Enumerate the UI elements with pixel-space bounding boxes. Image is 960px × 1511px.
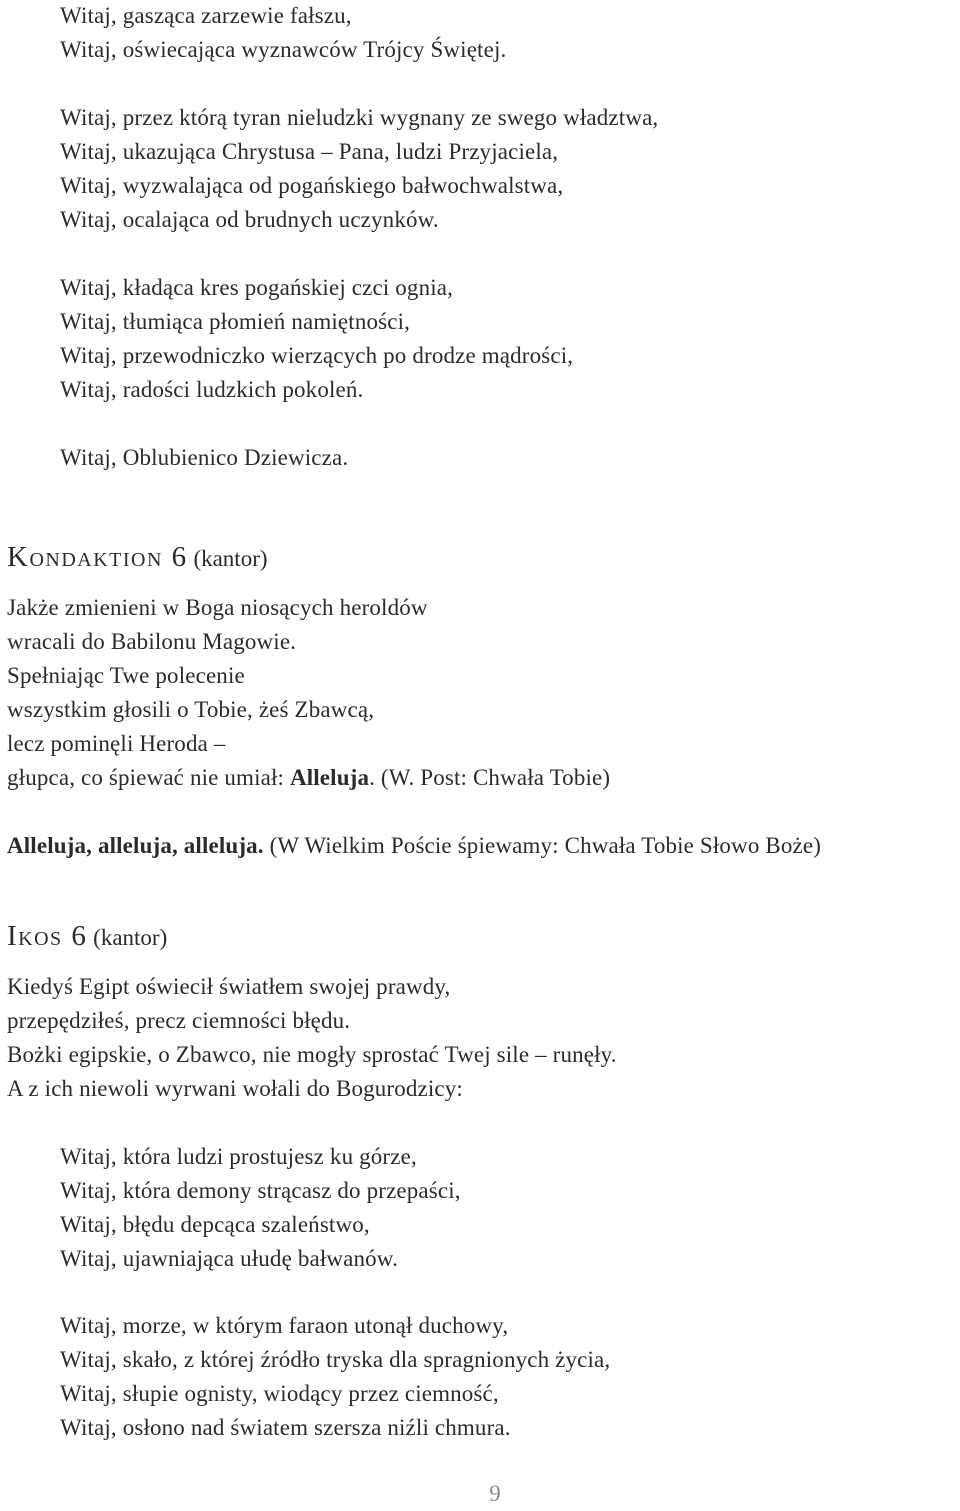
ikos-note: (kantor): [93, 925, 168, 950]
verse-line: Witaj, oświecająca wyznawców Trójcy Świętej.: [60, 37, 507, 62]
verse-line: Witaj, słupie ognisty, wiodący przez ciemność,: [60, 1381, 499, 1406]
verse-line: Witaj, tłumiąca płomień namiętności,: [60, 309, 411, 334]
ikos-line: Bożki egipskie, o Zbawco, nie mogły sprostać Twej sile – runęły.: [7, 1042, 617, 1067]
ikos-heading: [7, 919, 167, 955]
verse-line: Witaj, wyzwalająca od pogańskiego bałwochwalstwa,: [60, 173, 564, 198]
verse-line: Witaj, która demony strącasz do przepaści,: [60, 1178, 461, 1203]
verse-line: Witaj, kładąca kres pogańskiej czci ognia,: [60, 275, 454, 300]
ikos-line: przepędziłeś, precz ciemności błędu.: [7, 1008, 351, 1033]
alleluja-bold: Alleluja: [289, 765, 370, 790]
kondaktion-last-line: [7, 761, 610, 795]
kondaktion-line: wracali do Babilonu Magowie.: [7, 629, 297, 654]
ikos-title: Ikos 6: [7, 920, 88, 952]
verse-line: Witaj, ukazująca Chrystusa – Pana, ludzi Przyjaciela,: [60, 139, 559, 164]
kondaktion-line: Spełniając Twe polecenie: [7, 663, 245, 688]
ikos-line: Kiedyś Egipt oświecił światłem swojej prawdy,: [7, 974, 451, 999]
verse-line: Witaj, skało, z której źródło tryska dla spragnionych życia,: [60, 1347, 611, 1372]
verse-line: Witaj, gasząca zarzewie fałszu,: [60, 3, 352, 28]
kondaktion-heading: [7, 540, 268, 576]
alleluja-response-bold: Alleluja, alleluja, alleluja.: [7, 833, 264, 858]
page-number: 9: [489, 1481, 501, 1506]
verse-line: Witaj, ocalająca od brudnych uczynków.: [60, 207, 439, 232]
kondaktion-title: Kondaktion 6: [7, 541, 188, 573]
ikos-line: A z ich niewoli wyrwani wołali do Bogurodzicy:: [7, 1076, 463, 1101]
verse-line: Witaj, ujawniająca ułudę bałwanów.: [60, 1246, 398, 1271]
verse-line: Witaj, radości ludzkich pokoleń.: [60, 377, 364, 402]
verse-line: Witaj, Oblubienico Dziewicza.: [60, 445, 349, 470]
kondaktion-last-line-end: . (W. Post: Chwała Tobie): [369, 765, 611, 790]
verse-line: Witaj, błędu depcąca szaleństwo,: [60, 1212, 370, 1237]
verse-line: Witaj, która ludzi prostujesz ku górze,: [60, 1144, 417, 1169]
alleluja-response-note: (W Wielkim Poście śpiewamy: Chwała Tobie Słowo Boże): [263, 833, 822, 858]
verse-line: Witaj, przewodniczko wierzących po drodze mądrości,: [60, 343, 574, 368]
kondaktion-note: (kantor): [193, 546, 268, 571]
alleluja-response: [7, 829, 821, 863]
verse-line: Witaj, osłono nad światem szersza niźli chmura.: [60, 1415, 511, 1440]
kondaktion-last-line-start: głupca, co śpiewać nie umiał:: [7, 765, 290, 790]
kondaktion-line: Jakże zmienieni w Boga niosących heroldów: [7, 595, 428, 620]
verse-line: Witaj, morze, w którym faraon utonął duchowy,: [60, 1313, 509, 1338]
verse-line: Witaj, przez którą tyran nieludzki wygnany ze swego władztwa,: [60, 105, 659, 130]
kondaktion-line: lecz pominęli Heroda –: [7, 731, 226, 756]
kondaktion-line: wszystkim głosili o Tobie, żeś Zbawcą,: [7, 697, 375, 722]
